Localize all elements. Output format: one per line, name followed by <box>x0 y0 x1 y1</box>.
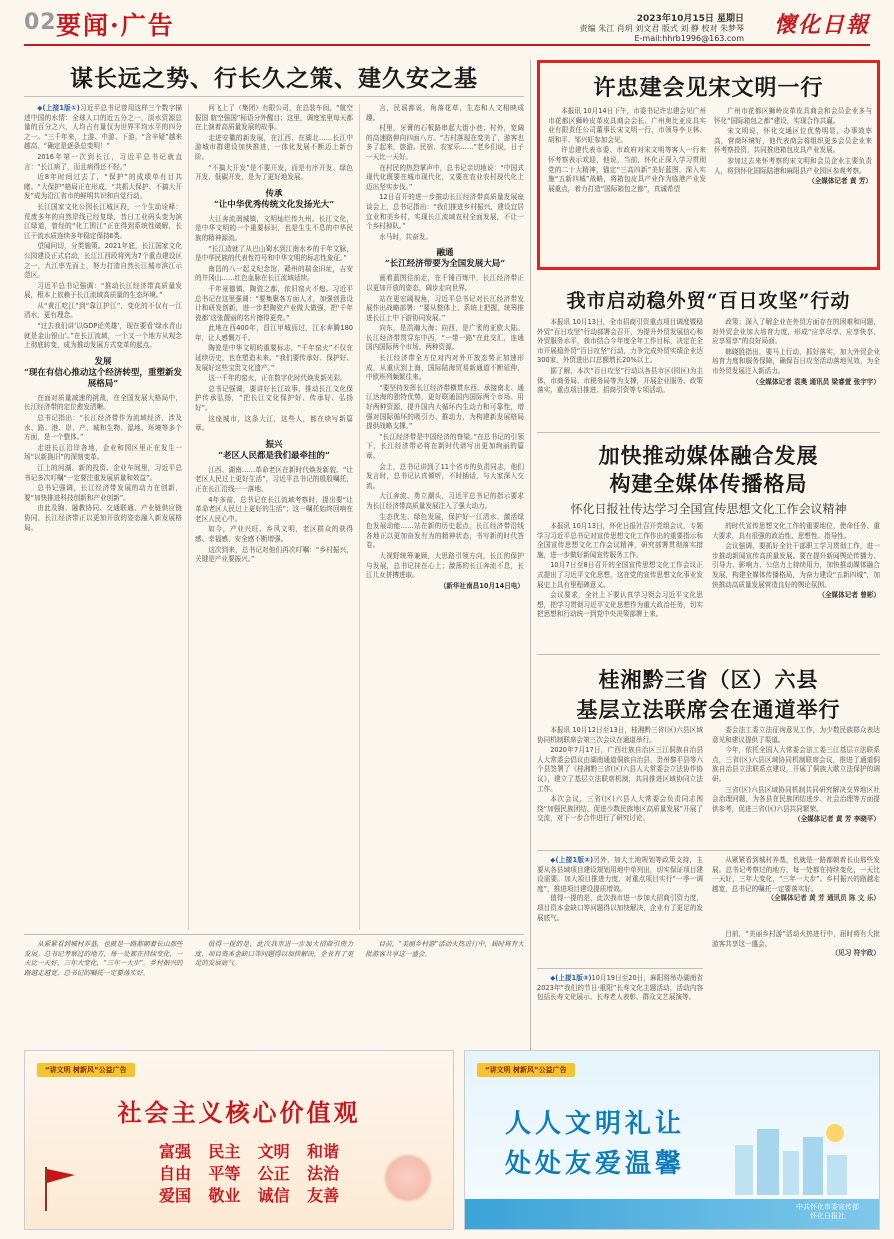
paragraph-text: 向东，是浩瀚大海；向西，是广袤的亚欧大陆。长江经济带贯穿东中西，“一带一路”在此交汇，连通国内国际两个市场、两种资源。 <box>366 324 524 352</box>
paragraph <box>366 295 524 324</box>
strip-text: 从紧紧看到城村养基，也就是一路都朝着长山那些发展。总书记考察过的地方，每一处都在持续变化，一天比一天好，三年大变化，“三年一大步”。乡村振兴的路越走越宽，总书记的嘱托一定要落实好。 <box>24 940 183 977</box>
paragraph-text: 2020年7月17日，广西壮族自治区三江侗族自治县人大常委会倡议由湖南通道侗族自治县、贵州黎平县等六个县签署了《桂湘黔三省(区)六县人大常委会立法协作协议》，建立了基层立法联席机制，共同推进区域协同立法工作。 <box>537 746 703 793</box>
paragraph-text: “要坚持发挥长江经济带横贯东西、承接南北、通江达海的独特优势，更好联通国内国际两个市场、用好两种资源，提升国内大循环内生动力和可靠性，增强对国际循环的吸引力、推动力，为构建新发展格局提供战略支撑。” <box>366 383 524 431</box>
paragraph-text: 村里，牙膏的石板路串起大街小巷；村外，宽阔的高速路伸向四面八方。“古村落现在变美了，游客也多了起来，旅游、民宿、农家乐……”老乡们说，日子一天比一天好。 <box>366 124 524 161</box>
paragraph <box>537 746 703 794</box>
paragraph-text: “过去我们讲‘以GDP论英雄’，现在要看‘绿水青山就是金山银山’。”在长江流域，一个又一个地方从观念上彻底转变，成为推动发展方式变革的起点。 <box>24 322 182 350</box>
value-word: 爱国 <box>159 1186 192 1205</box>
paragraph <box>714 157 872 176</box>
paragraph <box>537 561 703 590</box>
paragraph <box>366 384 524 432</box>
article3-subheadline: 怀化日报社传达学习全国宣传思想文化工作会议精神 <box>570 502 847 516</box>
paragraph-text: 许忠建代表市委、市政府对宋文明等客人一行来怀考察表示欢迎，他说，当前，怀化正深入学习贯彻党的二十大精神，锚定“三高四新”美好蓝图，深入实施“五新四城”战略，将箱包皮具产业作为临港产业发展重点，着力打造“国际箱包之都”，真诚希望 <box>548 146 706 193</box>
paragraph <box>548 146 706 194</box>
paragraph-text: 如今，产业兴旺、乡风文明，老区群众的获得感、幸福感、安全感不断增强。 <box>195 525 353 543</box>
paragraph-text: 韩晓胜指出，要马上行动，抓好落实，加大外贸企业培育力度和服务保障，确保百日攻坚活动落地见效，为全市外贸发展注入新活力。 <box>712 347 880 375</box>
paragraph <box>24 484 182 503</box>
paragraph: （全媒体记者 曾彬） <box>818 591 880 600</box>
brief-text: 目前，“美丽乡村游”活动火热进行中，届时将有大批游客共享这一盛会。 <box>712 930 880 948</box>
paragraph <box>366 124 524 162</box>
paragraph <box>537 795 703 824</box>
value-word: 平等 <box>208 1164 241 1183</box>
paragraph <box>24 504 182 533</box>
paragraph <box>537 318 703 366</box>
ad-badge: “讲文明 树新风”公益广告 <box>37 1063 135 1077</box>
paragraph-text: 三省(区)六县区域协同机制共同研究解决交界地区社会治理问题，为各县在民族团结进步、社会治理等方面提供参考，促进三省(区)六县共同繁荣。 <box>712 785 880 813</box>
brief-source: （见习 符宇政） <box>831 949 880 958</box>
section-title: 要闻·广告 <box>56 11 175 40</box>
value-word: 富强 <box>159 1142 192 1161</box>
city-skyline-icon <box>731 1115 851 1195</box>
paragraph <box>195 344 353 373</box>
article4-column-1 <box>537 726 703 846</box>
paragraph <box>366 354 524 383</box>
boxed-column-2 <box>714 107 872 267</box>
paragraph <box>548 107 706 145</box>
value-word: 友善 <box>306 1186 339 1205</box>
paragraph <box>712 746 880 784</box>
ad-sponsor-text: 中共怀化市委宣传部 怀化日报社 <box>796 1203 859 1220</box>
value-word: 民主 <box>208 1142 241 1161</box>
issue-date: 2023年10月15日 星期日 <box>636 14 744 24</box>
paragraph <box>195 466 353 495</box>
paragraph-text: 会议强调，要抓好全社干部职工学习贯彻工作，进一步推动新闻宣传高质量发展。要在提升新闻舆论传播力、引导力、影响力、公信力上持续用力，加快推动媒体融合发展，构建全媒体传播格局，为奋力建设“五新四城”，加快推动高质量发展营造良好的舆论氛围。 <box>712 542 880 589</box>
ad-badge: “讲文明 树新风”公益广告 <box>477 1063 575 1077</box>
page-number: 02 <box>24 10 57 35</box>
paragraph <box>195 385 353 414</box>
paragraph <box>195 164 353 183</box>
paragraph-text: 望闻问切，分类施策。2021年底，长江国家文化公园建设正式启动，长江江西段将列为7个重点建设区之一，九江率先而上，努力打造自然长江城市滨江示范区。 <box>24 242 182 280</box>
section-divider <box>530 60 531 1130</box>
paragraph <box>712 318 880 347</box>
paragraph <box>712 726 880 745</box>
flag-icon <box>43 1167 77 1211</box>
paragraph-text: 的时代宣传思想文化工作的重要地位，使命任务、重大要求，具有很强的政治性、思想性、指导性。 <box>712 522 880 540</box>
subsection-heading: 发展 “现在有信心推动这个经济转型，重塑新发展格局” <box>24 356 182 389</box>
paragraph-text: 大视野统筹兼顾，大思路引领方向，长江的保护与发展，总书记挂在心上；激荡的长江奔流不息，长江儿女拼搏进取。 <box>366 551 524 580</box>
paragraph-text: 生态优先、绿色发展，保护好一江清水、激活绿色发展动能……站在新的历史起点，长江经济带沿线各地正以更加奋发有为的精神状态，书写新的时代答卷。 <box>366 512 524 550</box>
paragraph-text: 长江国家文化公园长江城区段，一个生动诠释：荒废多年的自然岸线已经复绿，昔日工业码头变为滨江绿道，曾经的“化工围江”正在得到系统性破解，长江干流水质连续多年稳定保持Ⅱ类。 <box>24 202 182 240</box>
paragraph <box>195 324 353 343</box>
boxed-headline: 许忠建会见宋文明一行 <box>593 75 824 101</box>
civility-ad <box>464 1050 880 1230</box>
ad-headline-line1: 人人文明礼让 <box>505 1109 686 1139</box>
paragraph-text: 参加过去来怀考察的宋文明和会员企业主要负责人，将到怀化国际陆港和麻阳县产业园区参观考察。 <box>714 156 872 175</box>
ad-headline-line2: 处处友爱温馨 <box>505 1149 686 1179</box>
newspaper-logo: 懷化日報 <box>773 12 870 38</box>
blossom-decoration <box>383 1153 433 1203</box>
brief-text: 另外，加大土地规划等政策支持，主要从各县域项目建设规划用地中单列出，切实保证项目建设需要。加大项目推进力度，对重点项目实行“一季一调度”，推进项目建设提质增效。 <box>537 856 703 893</box>
paragraph-text: 本报讯 10月14日下午，市委书记许忠建会见广州市花都区狮岭皮革皮具商会会长、广州奥比亚皮具实业有限责任公司董事长宋文明一行，市领导李卫林、胡和平、邹兴旺参加会见。 <box>548 107 706 144</box>
boxed-article <box>537 60 880 270</box>
paragraph-text: 此地在西400年，昌江甲城而过，江水奔腾180年，让人感慨万千。 <box>195 324 353 342</box>
paragraph-text: 江西、湖南……革命老区在新时代焕发新貌。“让老区人民过上更好生活”，习近平总书记的殷殷嘱托，正在长江沿线一一落地。 <box>195 465 353 493</box>
ad-headline: 社会主义核心价值观 <box>117 1098 361 1127</box>
paragraph: （新华社南昌10月14日电） <box>439 581 524 590</box>
value-word: 敬业 <box>208 1186 241 1205</box>
article3-column-1 <box>537 522 703 650</box>
paragraph-text: 本次会议，三省(区)六县人大常委会负责同志围绕“加强民族团结，促进少数民族地区高质量发展”开展了交流，对下一步合作进行了研究讨论。 <box>537 795 703 823</box>
paragraph-text: 近8年时间过去了，“保护”的成绩单有目共睹。“大保护”格局正在形成，“共抓大保护、不搞大开发”成为沿江省市的鲜明共识和自觉行动。 <box>24 173 182 201</box>
lead-column-3 <box>366 104 524 930</box>
paragraph-text: 水马时，共奋发。 <box>379 232 432 241</box>
subsection-heading: 融通 “长江经济带要为全国发展大局” <box>384 248 506 270</box>
paragraph <box>24 444 182 463</box>
paragraph <box>195 285 353 323</box>
value-word: 公正 <box>257 1164 290 1183</box>
brief-column-1 <box>537 856 703 976</box>
subsection-heading: 振兴 “老区人民都是我们最牵挂的” <box>218 439 330 461</box>
paragraph-text: 习近平总书记曾用这样三个数字描述中国的水情：全球人口的近五分之一，淡水资源总量的百分之六，人均占有量仅为世界平均水平的四分之一。“三千年来，上游、中游、下游，“含辛疑”越来越高，“确定是逐条总变明！” <box>24 104 182 151</box>
article2-headline: 我市启动稳外贸“百日攻坚”行动 <box>566 290 851 312</box>
paragraph-text: 总书记强调，长江经济带发展的动力在创新，要“加快推进科技创新和产业创新”。 <box>24 484 182 502</box>
paragraph-text: 本报讯 10月12日至13日，桂湘黔三省(区)六县区域协同机制联席会第三次会议在通道举行。 <box>537 726 703 744</box>
brief-text: 从紧紧看到城村养基，也就是一路都朝着长山那些发展。总书记考察过的地方，每一处都在持续变化，一天比一天好，三年大变化，“三年一大步”。乡村振兴的路越走越宽，总书记的嘱托一定要落实好。 <box>712 856 880 893</box>
paragraph <box>537 591 703 620</box>
values-grid <box>159 1139 339 1205</box>
value-word: 诚信 <box>257 1186 290 1205</box>
lead-rule <box>24 96 524 97</box>
brief-divider <box>537 968 703 969</box>
paragraph-text: 据了解，本次“百日攻坚”行动以各县市区(园区)为主体，市商务局、市税务局等为支撑，开展企业服务、政策落实、重点项目推进、招商引资等专项活动。 <box>537 366 703 395</box>
paragraph <box>24 322 182 351</box>
paragraph-text: 会议要求，全社上下要认真学习领会习近平文化思想，把学习贯彻习近平文化思想作为重大政治任务，切实把思想和行动统一到党中央决策部署上来。 <box>537 591 703 619</box>
values-row <box>159 1139 339 1161</box>
lead-headline: 谋长远之势、行长久之策、建久安之基 <box>70 65 478 92</box>
paragraph <box>195 374 353 384</box>
paragraph: （全媒体记者 黄 芳） <box>808 177 872 186</box>
paragraph-text: 从“黄江吃江”到“靠江护江”，变化的不仅有一江清水，更有理念。 <box>24 301 182 320</box>
paragraph-text: 言，民谣都说，角落花草，生态和人文相映成趣。 <box>366 104 524 122</box>
paragraph-text: “不搞大开发”是不要开发，而是有序开发、绿色开发、低碳开发，是为了更好地发展。 <box>195 163 353 182</box>
contact-email: E-mail:hhrb1996@163.com <box>634 34 744 43</box>
paragraph-text: 这一千年的窑火，正在数字化时代焕发新光彩。 <box>208 374 347 383</box>
value-word: 法治 <box>306 1164 339 1183</box>
strip-text: 值得一提的是，此次我市进一步加大招商引资力度，项目资本金缺口等问题得以加快解决，企业有了更足的发展底气。 <box>194 940 354 968</box>
paragraph-text: 总书记指出：“长江经济带作为流域经济，涉及水、路、港、岸、产、城和生物、湿地、环境等多个方面，是一个整体。” <box>24 414 182 442</box>
paragraph-text: 本报讯 10月13日，全市招商引资重点项目调度暨稳外贸“百日攻坚”行动部署会召开，为提升外贸发展信心和外贸服务水平，我市结合今年度全年工作目标，决定在全市开展稳外贸“百日攻坚”行动，力争完成外贸实绩企业达300家，外贸进出口总额增长20%以上。 <box>537 318 703 365</box>
paragraph <box>24 242 182 280</box>
core-values-ad <box>24 1050 454 1230</box>
paragraph <box>366 233 524 243</box>
paragraph-text: 今年，依托全国人大常委会法工委三江基层立法联系点，三省(区)六县区域协同机制联席会议，推进了通道侗族自治县立法联系点建设，开展了侗族大歌立法保护的调研。 <box>712 746 880 783</box>
value-word: 自由 <box>159 1164 192 1183</box>
article3-headline-line1: 加快推动媒体融合发展 <box>598 443 819 468</box>
article-divider <box>537 654 880 655</box>
paragraph-text: 在面对质量减速的挑战，在全国发展大格局中，长江经济带的定位愈发清晰。 <box>24 393 182 412</box>
paragraph <box>24 104 182 152</box>
paragraph-text: 在村民的热烈掌声中，总书记亲切地说：“中国式现代化既要在城市现代化，又要在农业农村现代化上迈出坚实步伐。” <box>366 163 524 191</box>
article2-column-1 <box>537 318 703 428</box>
masthead-divider <box>24 44 870 46</box>
brief-text: 值得一提的是，此次我市进一步加大招商引资力度，项目资本金缺口等问题得以加快解决，企业有了更足的发展底气。 <box>537 894 703 922</box>
paragraph <box>195 415 353 434</box>
paragraph <box>24 173 182 202</box>
paragraph <box>366 513 524 551</box>
paragraph <box>366 463 524 492</box>
paragraph <box>195 265 353 284</box>
paragraph <box>714 127 872 156</box>
paragraph-text: “长江经济带是中国经济的脊梁。”在总书记的引领下，长江经济带必将在新时代谱写出更加绚丽的篇章。 <box>366 432 524 460</box>
paragraph <box>366 193 524 231</box>
brief-tag: ◆(上接1版②) <box>550 856 594 864</box>
paragraph-text: 大江奔流、勇立潮头，习近平总书记的指示要求为长江经济带高质量发展注入了强大动力。 <box>366 492 524 510</box>
masthead-meta <box>580 14 744 44</box>
article-divider <box>537 432 880 433</box>
article3-headline-line2: 构建全媒体传播格局 <box>609 471 808 496</box>
paragraph-text: 总书记强调，要讲好长江故事，推动长江文化保护传承弘扬，“把长江文化保护好、传承好、弘扬好”。 <box>195 384 353 413</box>
brief-column-2 <box>712 856 880 926</box>
brief-tag: ◆(上接1版③) <box>550 974 592 982</box>
paragraph <box>195 525 353 544</box>
paragraph-text: 会上，总书记讲到了11个省市的负责同志，他们发言时，总书记认真倾听，不时插话，与大家深入交流。 <box>366 462 524 490</box>
masthead <box>0 0 894 46</box>
paragraph <box>712 542 880 590</box>
brief-column-4 <box>712 930 880 1034</box>
continuation-tag: ◆(上接1版①) <box>37 104 80 112</box>
paragraph <box>24 464 182 483</box>
ad-sponsor <box>796 1203 859 1221</box>
paragraph-text: 宋文明说，怀化交通区位优势明显，办事效率高，营商环境好，他代表商会将组织更多会员企业来怀考察投资，共同推进箱包皮具产业发展。 <box>714 127 872 155</box>
bottom-strip <box>24 940 524 1034</box>
paragraph <box>712 522 880 541</box>
paragraph <box>24 203 182 241</box>
paragraph <box>366 552 524 581</box>
paragraph-text: 这座城市，这条大江，这些人，都在续写新篇章。 <box>195 414 353 433</box>
paragraph-text: 由此及胸、融教协同、交通联通、产业链供应链协同，长江经济带正以更加开放的姿态融入新发展格局。 <box>24 504 182 532</box>
column-divider <box>359 104 360 930</box>
article2-column-2 <box>712 318 880 428</box>
article4-column-2 <box>712 726 880 846</box>
brief-source: （全媒体记者 黄 芳 通讯员 陈 文 乐） <box>767 894 880 903</box>
paragraph <box>195 134 353 163</box>
article3-column-2 <box>712 522 880 650</box>
paragraph-text: 问飞上了（集团）有限公司，在总装车间，“航空报国 航空强国”标语分外醒目；这里，调度室里每天都在上演着高质量发展的故事。 <box>195 104 353 132</box>
article4-headline-line2: 基层立法联席会在通道举行 <box>576 697 841 722</box>
paragraph-text: 委会法工委立法征询意见工作，为少数民族群众表达意见和建议提供了渠道。 <box>712 726 880 744</box>
paragraph <box>24 282 182 301</box>
strip-divider <box>24 934 524 935</box>
paragraph <box>537 367 703 396</box>
paragraph-text: 10月7日至8日召开的全国宣传思想文化工作会议正式提出了习近平文化思想，这在党的宣传思想文化事业发展史上具有里程碑意义。 <box>537 561 703 589</box>
paragraph: （全媒体记者 袁奥 通讯员 梁睿萱 张宇宇） <box>752 377 880 386</box>
paragraph <box>195 245 353 264</box>
paragraph-text: 南昌的八一起义纪念馆，赣州的瑞金旧址，吉安的井冈山……红色血脉在长江流域延续。 <box>195 264 353 283</box>
paragraph <box>366 274 524 293</box>
article-divider <box>537 850 880 851</box>
lead-column-1 <box>24 104 182 930</box>
paragraph-text: 大江奔流润城镇，文明灿烂传九州。长江文化，是中华文明的一个重要标识，也是生生不息的中华民族的精神源流。 <box>195 214 353 242</box>
lead-column-2 <box>195 104 353 930</box>
paragraph <box>24 302 182 321</box>
paragraph-text: 2016年第一次到长江，习近平总书记就直言：“长江病了，而且病得还不轻。” <box>24 152 182 171</box>
paragraph <box>366 433 524 462</box>
paragraph-text: 站在更宏阔视角，习近平总书记对长江经济带发展作出战略部署：“要从整体上、系统上把握，统筹推进长江上中下游协同发展。” <box>366 294 524 322</box>
paragraph <box>24 153 182 172</box>
paragraph-text: 本报讯 10月13日，怀化日报社召开党组会议，专题学习习近平总书记对宣传思想文化工作作出的重要指示和全国宣传思想文化工作会议精神，研究部署贯彻落实措施，进一步做好新闻宣传服务工作。 <box>537 522 703 559</box>
paragraph <box>366 324 524 353</box>
paragraph <box>714 107 872 126</box>
boxed-column-1 <box>548 107 706 267</box>
paragraph <box>537 522 703 560</box>
strip-text: 目前，“美丽乡村游”活动火热进行中，届时将有大批游客共享这一盛会。 <box>365 940 524 958</box>
article4-headline-line1: 桂湘黔三省（区）六县 <box>598 667 819 692</box>
paragraph: （全媒体记者 黄 芳 李晓平） <box>793 815 880 824</box>
values-row <box>159 1183 339 1205</box>
subsection-heading: 传承 “让中华优秀传统文化发扬光大” <box>213 188 335 210</box>
paragraph <box>195 215 353 244</box>
paragraph <box>24 394 182 413</box>
brief-text: 10月19日至20日，麻阳将举办湖南省2023年“我们的节日·重阳”长寿文化主题活动，活动内容包括长寿文化展示、长寿老人表彰、群众文艺展演等。 <box>537 974 703 1002</box>
paragraph <box>366 164 524 193</box>
paragraph-text: 4年多前，总书记在长江流域考察时，提出要“让革命老区人民过上更好的生活”；这一嘱托始终回响在老区人民心中。 <box>195 495 353 523</box>
paragraph-text: 12日召开的进一步推动长江经济带高质量发展座谈会上，总书记指出：“我们推进乡村振兴，建设宜居宜业和美乡村，实现长江流域农村全面发展，不让一个乡村掉队。” <box>366 193 524 231</box>
paragraph-text: 长江经济带全方位对内对外开放态势正加速形成，从重庆到上海，国际陆海贸易新通道不断延伸，中欧班列频繁往来。 <box>366 354 524 382</box>
paragraph <box>24 414 182 443</box>
column-divider <box>188 104 189 930</box>
paragraph-text: “长江造就了从巴山蜀水到江南水乡的千年文脉，是中华民族的代表性符号和中华文明的标志性象征。” <box>195 244 353 263</box>
paragraph <box>537 726 703 745</box>
paragraph-text: 画着蓝图往前走，在千锤百炼中，长江经济带正以更加开放的姿态，阔步走向世界。 <box>366 274 524 292</box>
paragraph-text: 广州市花都区狮岭皮革皮具商会和会员企业多与怀化“国际箱包之都”建设，实现合作共赢。 <box>714 107 872 125</box>
values-row <box>159 1161 339 1183</box>
paragraph-text: 千年景德镇，陶瓷之都，依旧窑火不熄。习近平总书记在这里强调：“要集聚各方面人才，加强创意设计和研发创新，进一步把陶瓷产业做大做强，把‘千年瓷都’这张靓丽的名片擦得更亮。” <box>195 284 353 322</box>
paragraph <box>195 496 353 525</box>
paragraph-text: 走进安徽的新发展，在江西、在湖北……长江中游城市群建设加快推进，一体化发展不断迈上新台阶。 <box>195 133 353 161</box>
paragraph <box>195 104 353 133</box>
value-word: 和谐 <box>306 1142 339 1161</box>
paragraph <box>366 104 524 123</box>
paragraph-text: 陶瓷是中华文明的重要标志，“千年窑火”不仅在延续历史，也在塑造未来。“我们要传承好、保护好、发展好这些宝贵文化遗产。” <box>195 344 353 372</box>
paragraph-text: 江上的河湖、新的投资、企业车间里，习近平总书记多次叮嘱“一定要注重发展质量和效益”。 <box>24 464 182 482</box>
paragraph <box>195 546 353 565</box>
brief-column-3 <box>537 974 703 1034</box>
editors-credit: 责编 朱江 肖玥 刘文君 版式 刘 静 校对 朱梦琴 <box>579 24 744 33</box>
paragraph-text: 政策：深入了解企业在外贸方面存在的困难和问题，对外贸企业加大培育力度，形成“应享尽享、应享快享、应享易享”的良好局面。 <box>712 318 880 346</box>
paragraph <box>366 492 524 511</box>
paragraph-text: 这次到来，总书记对他们再次叮嘱：“乡村振兴，关键是产业要振兴。” <box>195 545 353 564</box>
paragraph <box>712 348 880 377</box>
value-word: 文明 <box>257 1142 290 1161</box>
paragraph <box>712 786 880 815</box>
paragraph-text: 走进长江沿岸各地，企业和园区里正在发生一场“以新换旧”的深刻变革。 <box>24 443 182 462</box>
paragraph-text: 习近平总书记强调：“推动长江经济带高质量发展，根本上依赖于长江流域高质量的生态环境。” <box>24 281 182 300</box>
